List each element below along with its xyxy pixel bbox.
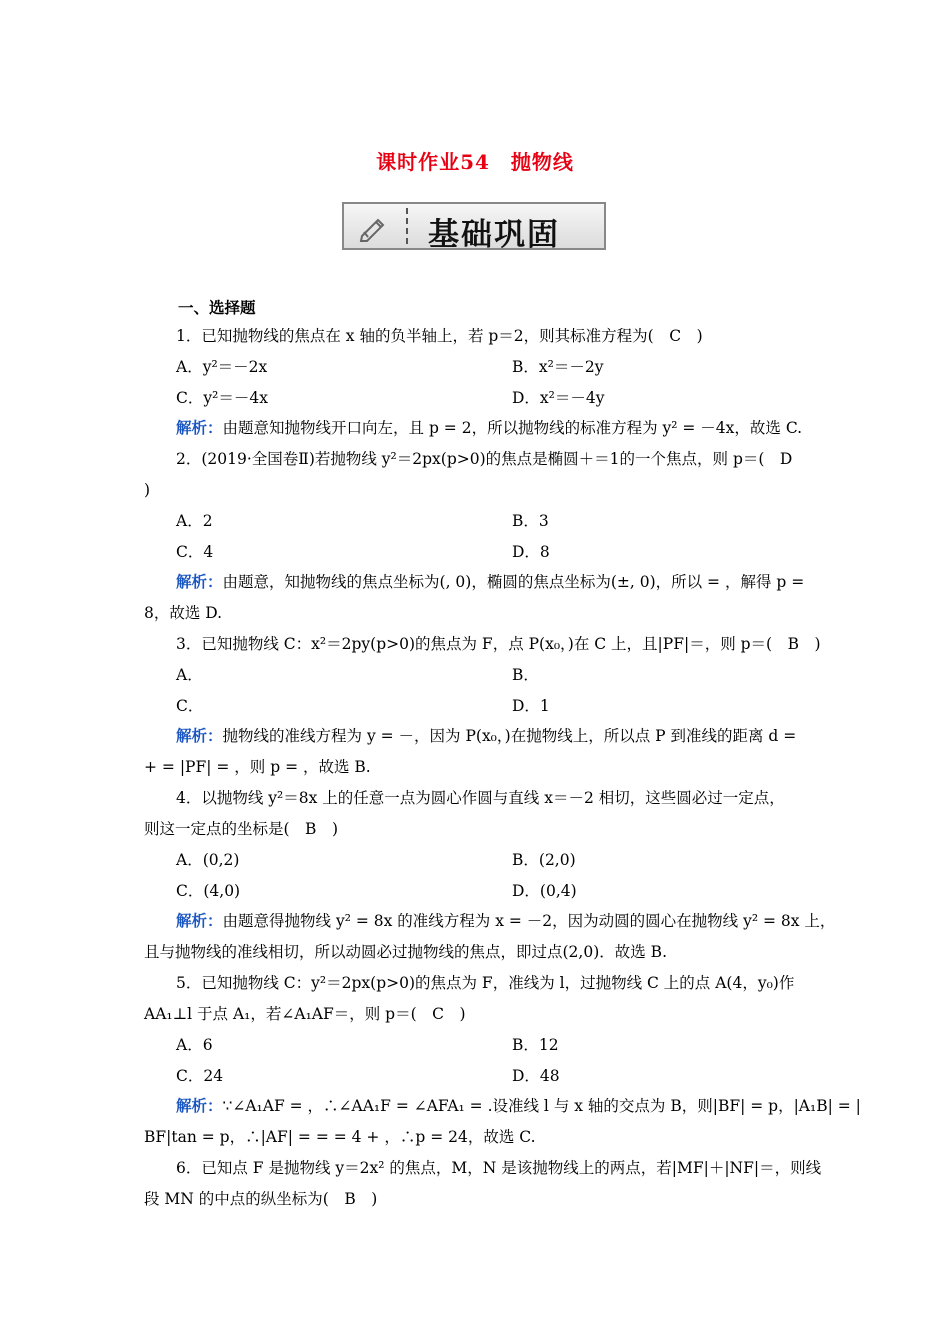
section-banner [342,202,606,253]
question-5-analysis [176,1096,861,1116]
question-5-option-d: D．48 [512,1067,560,1085]
question-4-stem-cont: 则这一定点的坐标是( B ) [144,820,338,838]
question-3-stem: 3．已知抛物线 C：x²＝2py(p>0)的焦点为 F，点 P(x₀，)在 C 上，且|PF|＝，则 p＝( B ) [176,635,821,653]
analysis-label: 解析： [176,726,223,745]
question-2-option-d: D．8 [512,543,550,561]
question-2-stem-cont: ) [144,481,151,499]
question-2-option-c: C．4 [176,543,214,561]
question-3-analysis-cont: + = |PF| = ，则 p = ，故选 B. [144,758,371,776]
question-4-stem: 4．以抛物线 y²＝8x 上的任意一点为圆心作圆与直线 x＝－2 相切，这些圆必过一定点， [176,789,785,807]
analysis-label: 解析： [176,1096,223,1115]
question-5-option-a: A．6 [176,1036,213,1054]
question-6-stem: 6．已知点 F 是抛物线 y＝2x² 的焦点，M，N 是该抛物线上的两点，若|MF|＋|NF|＝，则线 [176,1159,822,1177]
analysis-text: ∵∠A₁AF = ，∴∠AA₁F = ∠AFA₁ = .设准线 l 与 x 轴的交点为 B，则|BF| = p，|A₁B| = | [222,1097,861,1115]
question-1-option-a: A．y²＝－2x [176,358,268,376]
question-2-stem: 2．(2019·全国卷Ⅱ)若抛物线 y²＝2px(p>0)的焦点是椭圆＋＝1的一个焦点，则 p＝( D [176,450,793,468]
question-3-option-b: B． [512,666,539,684]
analysis-text: 由题意，知抛物线的焦点坐标为(, 0)，椭圆的焦点坐标为(±, 0)，所以 = ，解得 p = [222,573,805,591]
question-4-analysis [176,911,835,931]
question-5-stem-cont: AA₁⊥l 于点 A₁，若∠A₁AF＝，则 p＝( C ) [144,1005,466,1023]
page-title: 课时作业54 抛物线 [376,150,574,174]
question-4-analysis-cont: 且与抛物线的准线相切，所以动圆必过抛物线的焦点，即过点(2,0)．故选 B. [144,943,667,961]
question-2-analysis [176,572,804,592]
question-1-option-b: B．x²＝－2y [512,358,604,376]
question-4-option-d: D．(0,4) [512,882,577,900]
question-2-analysis-cont: 8，故选 D. [144,604,223,622]
banner-divider [406,208,408,244]
question-3-option-a: A． [176,666,203,684]
question-1-analysis [176,418,802,438]
question-1-stem: 1．已知抛物线的焦点在 x 轴的负半轴上，若 p＝2，则其标准方程为( C ) [176,327,703,345]
question-2-option-b: B．3 [512,512,549,530]
question-4-option-b: B．(2,0) [512,851,576,869]
question-3-option-c: C． [176,697,204,715]
question-4-option-c: C．(4,0) [176,882,241,900]
question-1-option-d: D．x²＝－4y [512,389,605,407]
analysis-label: 解析： [176,572,223,591]
question-5-analysis-cont: BF|tan = p，∴|AF| = = = 4 + ，∴p = 24，故选 C. [144,1128,536,1146]
question-3-option-d: D．1 [512,697,550,715]
analysis-text: 由题意得抛物线 y² = 8x 的准线方程为 x = －2，因为动圆的圆心在抛物线 y² = 8x 上， [222,912,836,930]
analysis-label: 解析： [176,418,223,437]
analysis-text: 抛物线的准线方程为 y = －，因为 P(x₀，)在抛物线上，所以点 P 到准线的距离 d = [222,727,797,745]
analysis-text: 由题意知抛物线开口向左，且 p = 2，所以抛物线的标准方程为 y² = －4x，故选 C. [222,419,803,437]
pencil-icon [358,212,388,242]
question-2-option-a: A．2 [176,512,213,530]
section-heading: 一、选择题 [178,298,256,317]
banner-label: 基础巩固 [428,217,560,253]
analysis-label: 解析： [176,911,223,930]
question-1-option-c: C．y²＝－4x [176,389,268,407]
question-6-stem-cont: 段 MN 的中点的纵坐标为( B ) [144,1190,378,1208]
question-4-option-a: A．(0,2) [176,851,240,869]
question-5-option-b: B．12 [512,1036,559,1054]
question-3-analysis [176,726,796,746]
question-5-stem: 5．已知抛物线 C：y²＝2px(p>0)的焦点为 F，准线为 l，过抛物线 C 上的点 A(4，y₀)作 [176,974,795,992]
question-5-option-c: C．24 [176,1067,224,1085]
